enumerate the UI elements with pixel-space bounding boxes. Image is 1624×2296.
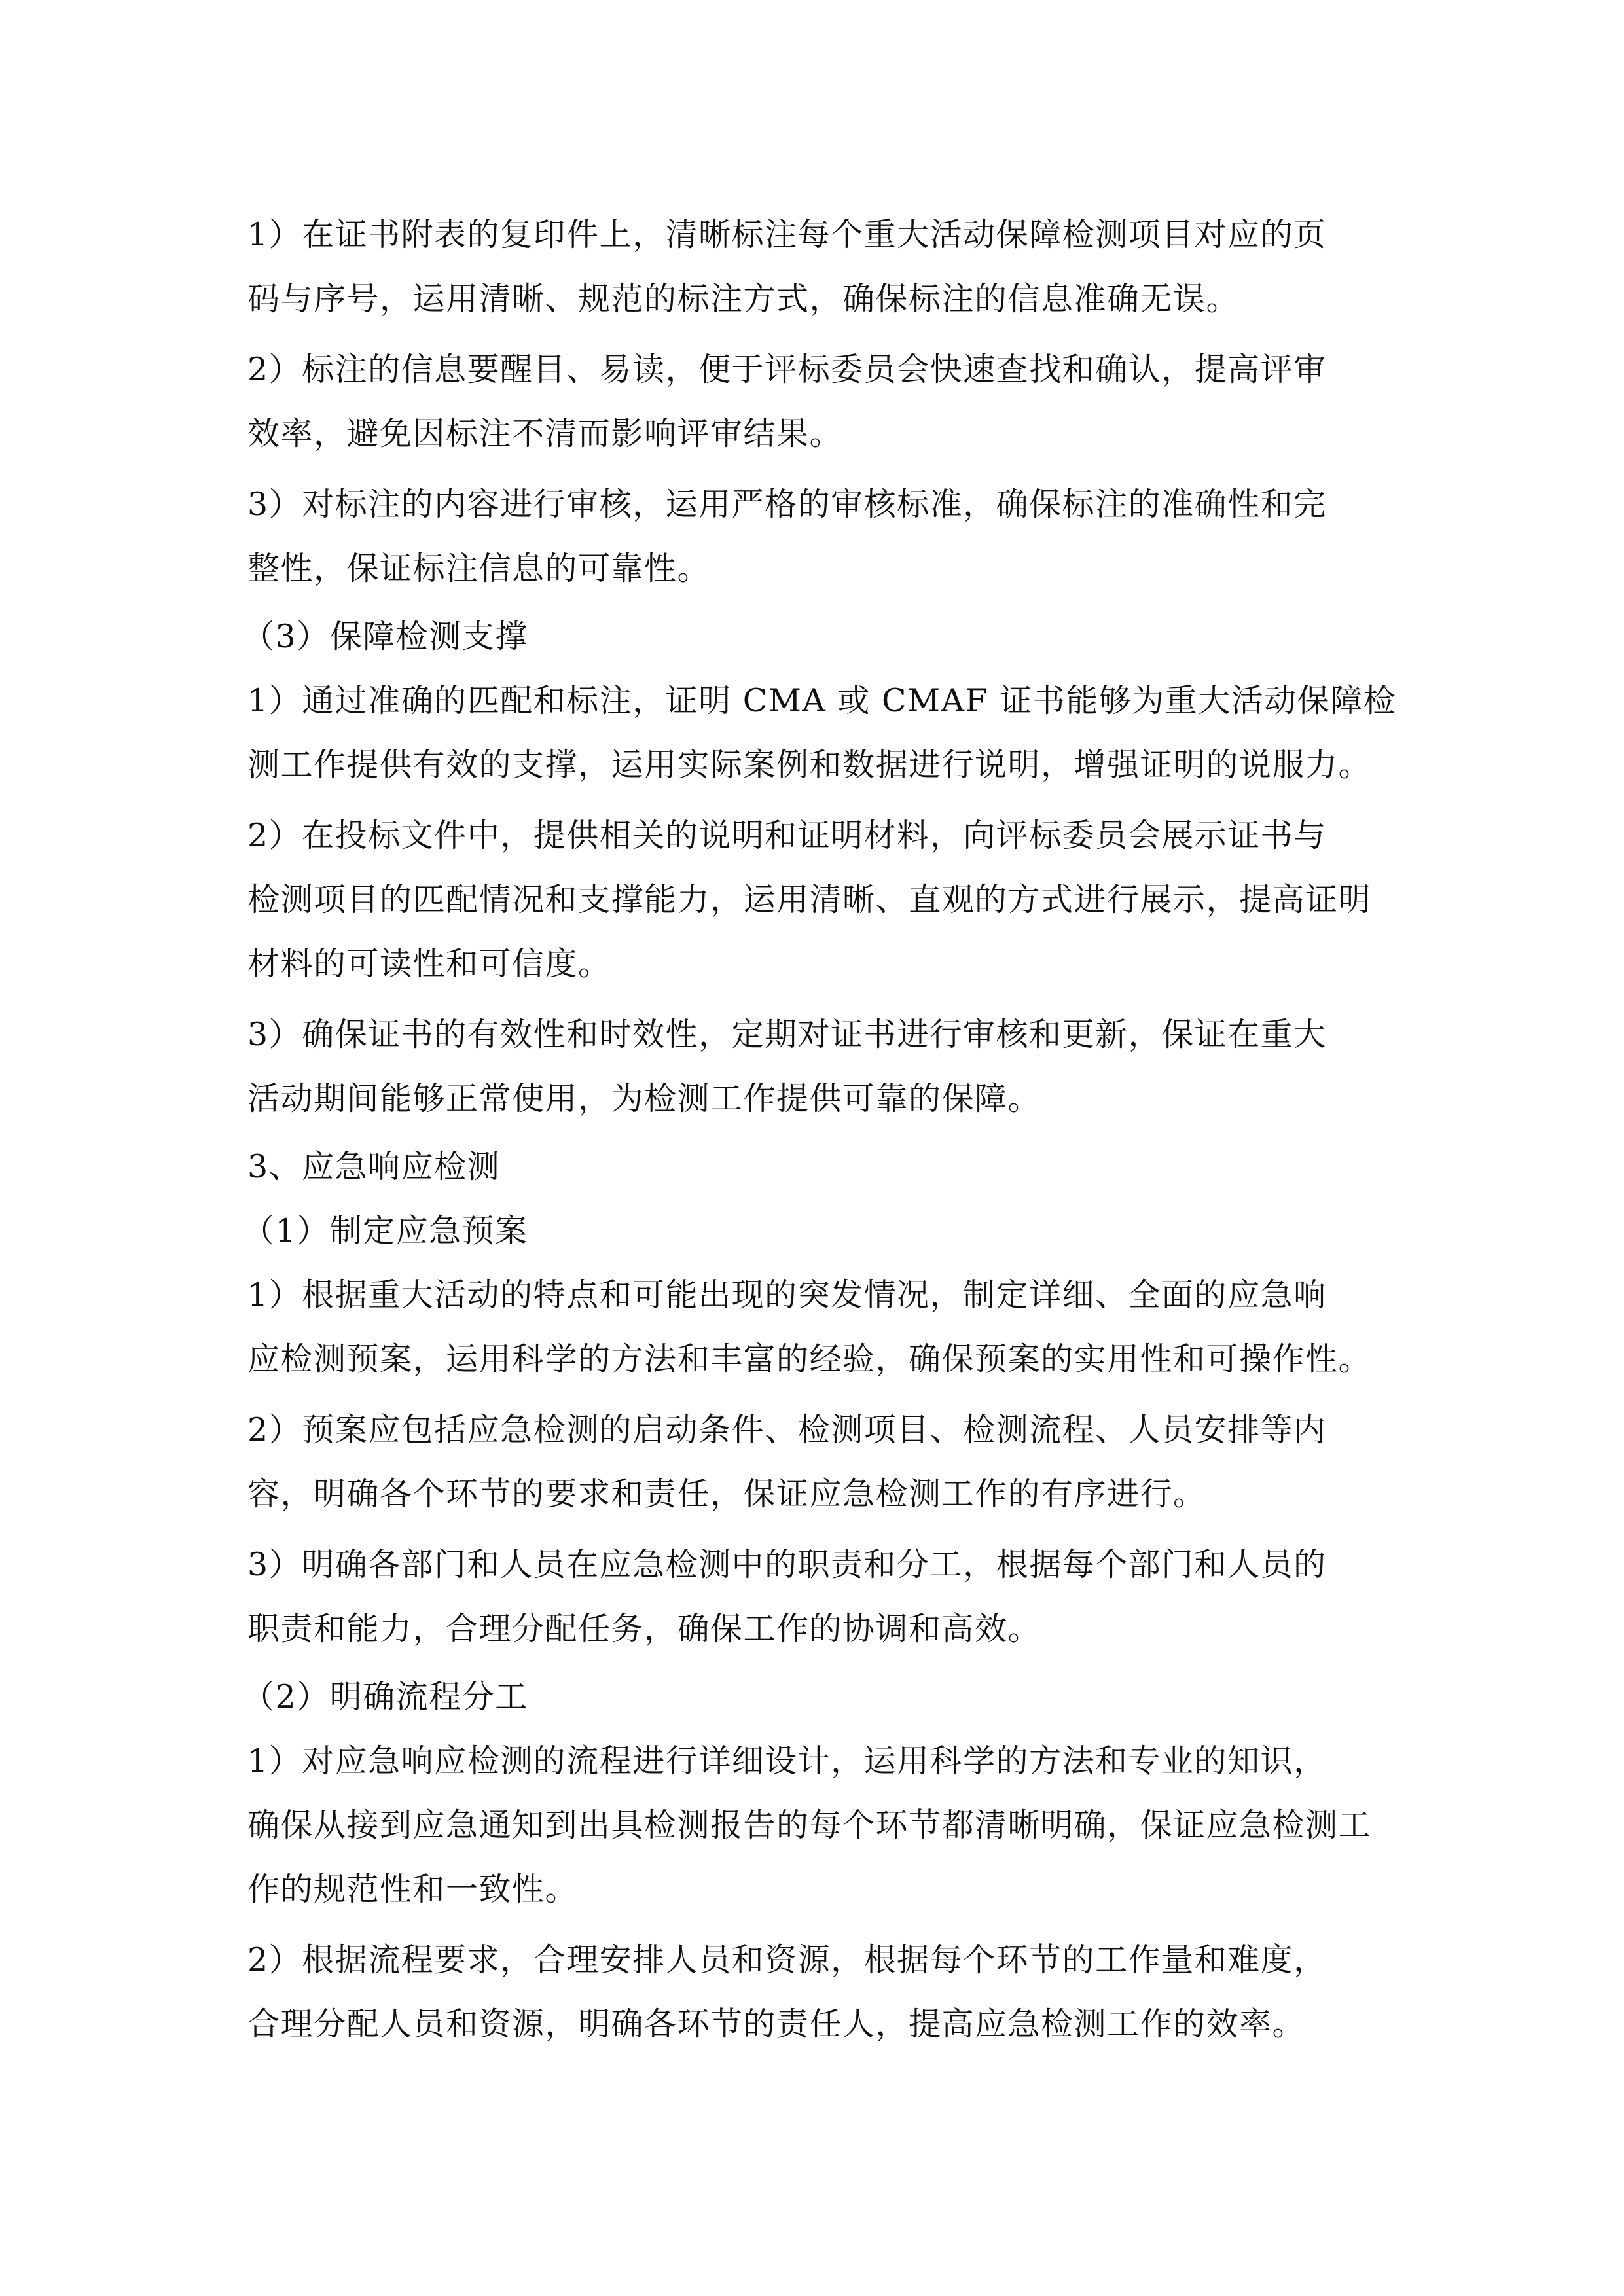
text-line: 确保从接到应急通知到出具检测报告的每个环节都清晰明确，保证应急检测工 [247, 1806, 1372, 1844]
text-line: 3）明确各部门和人员在应急检测中的职责和分工，根据每个部门和人员的 [247, 1546, 1327, 1583]
text-line: 活动期间能够正常使用，为检测工作提供可靠的保障。 [247, 1080, 1041, 1117]
paragraph-5 [247, 804, 1386, 996]
text-line: 码与序号，运用清晰、规范的标注方式，确保标注的信息准确无误。 [247, 280, 1240, 317]
text-line: 测工作提供有效的支撑，运用实际案例和数据进行说明，增强证明的说服力。 [247, 746, 1372, 783]
text-line: 1）对应急响应检测的流程进行详细设计，运用科学的方法和专业的知识， [247, 1742, 1327, 1780]
section-subheading: （3）保障检测支撑 [242, 618, 528, 655]
text-line: 3）确保证书的有效性和时效性，定期对证书进行审核和更新，保证在重大 [247, 1016, 1327, 1053]
text-line: 2）标注的信息要醒目、易读，便于评标委员会快速查找和确认，提高评审 [247, 351, 1327, 388]
text-line: 3）对标注的内容进行审核，运用严格的审核标准，确保标注的准确性和完 [247, 486, 1327, 523]
text-line: 职责和能力，合理分配任务，确保工作的协调和高效。 [247, 1610, 1041, 1647]
text-line: 1）根据重大活动的特点和可能出现的突发情况，制定详细、全面的应急响 [247, 1276, 1327, 1314]
paragraph-3 [247, 473, 1386, 601]
text-line: 2）预案应包括应急检测的启动条件、检测项目、检测流程、人员安排等内 [247, 1411, 1327, 1448]
text-line: 容，明确各个环节的要求和责任，保证应急检测工作的有序进行。 [247, 1475, 1206, 1513]
document-body [242, 203, 1397, 2056]
text-line: 整性，保证标注信息的可靠性。 [247, 550, 711, 587]
text-line: 1）通过准确的匹配和标注，证明 CMA 或 CMAF 证书能够为重大活动保障检 [247, 682, 1397, 719]
text-line: 检测项目的匹配情况和支撑能力，运用清晰、直观的方式进行展示，提高证明 [247, 881, 1372, 918]
paragraph-11 [247, 1928, 1386, 2056]
paragraph-10 [247, 1729, 1386, 1922]
text-line: 应检测预案，运用科学的方法和丰富的经验，确保预案的实用性和可操作性。 [247, 1340, 1372, 1378]
section-heading: 3、应急响应检测 [247, 1148, 501, 1185]
paragraph-9 [247, 1533, 1386, 1661]
paragraph-8 [247, 1398, 1386, 1526]
text-line: 2）在投标文件中，提供相关的说明和证明材料，向评标委员会展示证书与 [247, 817, 1327, 854]
text-line: 2）根据流程要求，合理安排人员和资源，根据每个环节的工作量和难度， [247, 1941, 1327, 1979]
text-line: 1）在证书附表的复印件上，清晰标注每个重大活动保障检测项目对应的页 [247, 216, 1327, 253]
text-line: 效率，避免因标注不清而影响评审结果。 [247, 415, 843, 452]
text-line: 作的规范性和一致性。 [247, 1871, 579, 1908]
text-line: 合理分配人员和资源，明确各环节的责任人，提高应急检测工作的效率。 [247, 2005, 1306, 2043]
text-line: 材料的可读性和可信度。 [247, 945, 611, 982]
section-subheading: （1）制定应急预案 [242, 1212, 528, 1249]
paragraph-7 [247, 1263, 1386, 1391]
section-subheading: （2）明确流程分工 [242, 1678, 528, 1715]
paragraph-1 [247, 203, 1386, 331]
paragraph-2 [247, 338, 1386, 466]
paragraph-4 [247, 669, 1397, 797]
paragraph-6 [247, 1003, 1386, 1131]
